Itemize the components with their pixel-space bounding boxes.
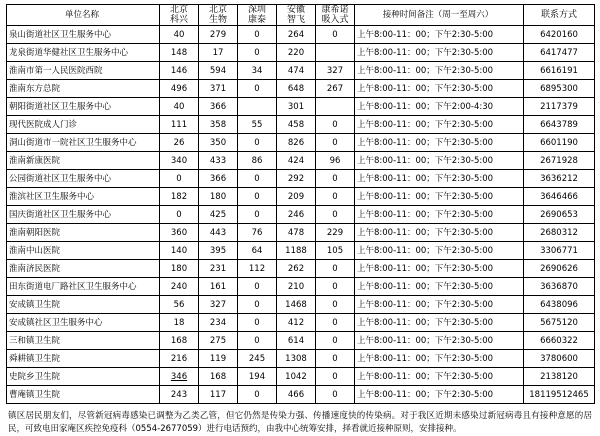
cell-contact: 6616191 bbox=[524, 62, 595, 80]
cell-schedule-remark: 上午8:00-11：00；下午2:30-5:00 bbox=[355, 116, 524, 134]
cell-anhui-zhifei: 466 bbox=[277, 386, 316, 404]
cell-beijing-biological: 350 bbox=[199, 134, 238, 152]
cell-anhui-zhifei: 209 bbox=[277, 188, 316, 206]
cell-anhui-zhifei: 220 bbox=[277, 44, 316, 62]
cell-contact: 6660322 bbox=[524, 332, 595, 350]
cell-cansino-inhaled: 105 bbox=[316, 242, 355, 260]
table-row bbox=[7, 152, 595, 170]
cell-shenzhen-kangtai: 0 bbox=[238, 44, 277, 62]
cell-shenzhen-kangtai: 0 bbox=[238, 278, 277, 296]
table-row bbox=[7, 242, 595, 260]
cell-contact: 3780600 bbox=[524, 350, 595, 368]
cell-beijing-kexing: 168 bbox=[160, 332, 199, 350]
header-text-line2: 科兴 bbox=[169, 15, 188, 25]
cell-shenzhen-kangtai: 64 bbox=[238, 242, 277, 260]
cell-schedule-remark: 上午8:00-11：00；下午2:30-5:00 bbox=[355, 296, 524, 314]
cell-contact: 2138120 bbox=[524, 368, 595, 386]
cell-schedule-remark: 上午8:00-11：00；下午2:30-5:00 bbox=[355, 152, 524, 170]
cell-beijing-biological: 327 bbox=[199, 296, 238, 314]
table-row bbox=[7, 260, 595, 278]
cell-contact: 3636212 bbox=[524, 170, 595, 188]
header-text: 联系方式 bbox=[540, 10, 577, 20]
cell-schedule-remark: 上午8:00-11：00；下午2:30-5:00 bbox=[355, 368, 524, 386]
cell-schedule-remark: 上午8:00-11：00；下午2:30-5:00 bbox=[355, 314, 524, 332]
column-header-beijing-biological bbox=[199, 5, 238, 26]
cell-cansino-inhaled: 0 bbox=[316, 260, 355, 278]
cell-beijing-kexing: 243 bbox=[160, 386, 199, 404]
cell-unit-name: 三和镇卫生院 bbox=[7, 332, 160, 350]
cell-unit-name: 史院乡卫生院 bbox=[7, 368, 160, 386]
cell-anhui-zhifei: 614 bbox=[277, 332, 316, 350]
table-row bbox=[7, 188, 595, 206]
cell-unit-name: 淮南东方总院 bbox=[7, 80, 160, 98]
header-text-line1: 北京 bbox=[169, 5, 188, 15]
cell-beijing-kexing: 180 bbox=[160, 260, 199, 278]
header-text-line2: 吸入式 bbox=[321, 15, 349, 25]
cell-shenzhen-kangtai: 194 bbox=[238, 368, 277, 386]
cell-shenzhen-kangtai: 0 bbox=[238, 188, 277, 206]
cell-anhui-zhifei: 826 bbox=[277, 134, 316, 152]
cell-shenzhen-kangtai: 55 bbox=[238, 116, 277, 134]
table-row bbox=[7, 134, 595, 152]
cell-anhui-zhifei: 474 bbox=[277, 62, 316, 80]
cell-unit-name: 现代医院成人门诊 bbox=[7, 116, 160, 134]
cell-anhui-zhifei: 301 bbox=[277, 98, 316, 116]
cell-contact: 5675120 bbox=[524, 314, 595, 332]
cell-shenzhen-kangtai: 86 bbox=[238, 152, 277, 170]
cell-shenzhen-kangtai: 0 bbox=[238, 332, 277, 350]
cell-schedule-remark: 上午8:00-11：00；下午2:30-5:00 bbox=[355, 386, 524, 404]
cell-unit-name: 淮南市第一人民医院西院 bbox=[7, 62, 160, 80]
column-header-beijing-kexing bbox=[160, 5, 199, 26]
table-row bbox=[7, 80, 595, 98]
cell-beijing-biological: 161 bbox=[199, 278, 238, 296]
header-text: 单位名称 bbox=[64, 10, 99, 20]
cell-beijing-kexing: 111 bbox=[160, 116, 199, 134]
cell-unit-name: 朝阳街道社区卫生服务中心 bbox=[7, 98, 160, 116]
cell-schedule-remark: 上午8:00-11：00；下午2:30-5:00 bbox=[355, 224, 524, 242]
cell-cansino-inhaled bbox=[316, 98, 355, 116]
table-row bbox=[7, 206, 595, 224]
cell-contact: 6417477 bbox=[524, 44, 595, 62]
cell-cansino-inhaled: 0 bbox=[316, 314, 355, 332]
cell-cansino-inhaled: 327 bbox=[316, 62, 355, 80]
cell-schedule-remark: 上午8:00-11：00；下午2:30-5:00 bbox=[355, 134, 524, 152]
cell-cansino-inhaled: 0 bbox=[316, 170, 355, 188]
cell-shenzhen-kangtai: 0 bbox=[238, 170, 277, 188]
cell-anhui-zhifei: 1188 bbox=[277, 242, 316, 260]
cell-anhui-zhifei: 478 bbox=[277, 224, 316, 242]
cell-beijing-kexing: 496 bbox=[160, 80, 199, 98]
cell-contact: 3646466 bbox=[524, 188, 595, 206]
cell-schedule-remark: 上午8:00-11：00；下午2:30-5:00 bbox=[355, 260, 524, 278]
cell-schedule-remark: 上午8:00-11：00；下午2:00-4:30 bbox=[355, 98, 524, 116]
cell-beijing-biological: 433 bbox=[199, 152, 238, 170]
cell-unit-name: 安成镇社区卫生服务中心 bbox=[7, 314, 160, 332]
cell-shenzhen-kangtai: 76 bbox=[238, 224, 277, 242]
cell-beijing-biological: 366 bbox=[199, 98, 238, 116]
cell-cansino-inhaled: 0 bbox=[316, 134, 355, 152]
cell-cansino-inhaled: 0 bbox=[316, 26, 355, 44]
cell-anhui-zhifei: 1308 bbox=[277, 350, 316, 368]
cell-anhui-zhifei: 648 bbox=[277, 80, 316, 98]
cell-contact: 18119512465 bbox=[524, 386, 595, 404]
cell-shenzhen-kangtai: 0 bbox=[238, 314, 277, 332]
cell-unit-name: 淮南中山医院 bbox=[7, 242, 160, 260]
cell-beijing-biological: 443 bbox=[199, 224, 238, 242]
table-row bbox=[7, 224, 595, 242]
cell-contact: 2680312 bbox=[524, 224, 595, 242]
cell-beijing-kexing: 182 bbox=[160, 188, 199, 206]
cell-beijing-kexing: 360 bbox=[160, 224, 199, 242]
cell-cansino-inhaled: 267 bbox=[316, 80, 355, 98]
table-row bbox=[7, 44, 595, 62]
cell-beijing-biological: 395 bbox=[199, 242, 238, 260]
cell-shenzhen-kangtai: 34 bbox=[238, 62, 277, 80]
column-header-contact bbox=[524, 5, 595, 26]
column-header-shenzhen-kangtai bbox=[238, 5, 277, 26]
cell-contact: 6601190 bbox=[524, 134, 595, 152]
cell-unit-name: 龙泉街道华健社区卫生服务中心 bbox=[7, 44, 160, 62]
cell-cansino-inhaled: 0 bbox=[316, 116, 355, 134]
cell-beijing-kexing: 26 bbox=[160, 134, 199, 152]
cell-unit-name: 舜耕镇卫生院 bbox=[7, 350, 160, 368]
cell-beijing-biological: 180 bbox=[199, 188, 238, 206]
cell-beijing-biological: 119 bbox=[199, 350, 238, 368]
cell-beijing-biological: 168 bbox=[199, 368, 238, 386]
cell-anhui-zhifei: 1468 bbox=[277, 296, 316, 314]
cell-beijing-kexing: 346 bbox=[160, 368, 199, 386]
cell-beijing-kexing: 56 bbox=[160, 296, 199, 314]
cell-shenzhen-kangtai: 0 bbox=[238, 386, 277, 404]
cell-anhui-zhifei: 246 bbox=[277, 206, 316, 224]
column-header-cansino-inhaled bbox=[316, 5, 355, 26]
cell-contact: 2671928 bbox=[524, 152, 595, 170]
cell-shenzhen-kangtai: 0 bbox=[238, 206, 277, 224]
cell-beijing-biological: 366 bbox=[199, 170, 238, 188]
header-text-line1: 康希诺 bbox=[321, 5, 349, 15]
cell-beijing-kexing: 216 bbox=[160, 350, 199, 368]
cell-shenzhen-kangtai: 0 bbox=[238, 80, 277, 98]
cell-shenzhen-kangtai bbox=[238, 98, 277, 116]
cell-unit-name: 安成镇卫生院 bbox=[7, 296, 160, 314]
column-header-anhui-zhifei bbox=[277, 5, 316, 26]
cell-shenzhen-kangtai: 0 bbox=[238, 26, 277, 44]
cell-contact: 3306771 bbox=[524, 242, 595, 260]
cell-schedule-remark: 上午8:00-11：00；下午2:30-5:00 bbox=[355, 242, 524, 260]
cell-anhui-zhifei: 262 bbox=[277, 260, 316, 278]
cell-cansino-inhaled: 0 bbox=[316, 350, 355, 368]
cell-beijing-biological: 594 bbox=[199, 62, 238, 80]
cell-unit-name: 田东街道电厂路社区卫生服务中心 bbox=[7, 278, 160, 296]
header-text-line1: 安徽 bbox=[286, 5, 305, 15]
cell-cansino-inhaled bbox=[316, 44, 355, 62]
table-row bbox=[7, 98, 595, 116]
cell-beijing-kexing: 146 bbox=[160, 62, 199, 80]
cell-beijing-biological: 279 bbox=[199, 26, 238, 44]
cell-beijing-biological: 358 bbox=[199, 116, 238, 134]
cell-beijing-biological: 231 bbox=[199, 260, 238, 278]
cell-unit-name: 淮南济民医院 bbox=[7, 260, 160, 278]
table-body bbox=[7, 26, 595, 404]
cell-contact: 3636870 bbox=[524, 278, 595, 296]
cell-anhui-zhifei: 292 bbox=[277, 170, 316, 188]
cell-unit-name: 国庆街道社区卫生服务中心 bbox=[7, 206, 160, 224]
cell-schedule-remark: 上午8:00-11：00；下午2:30-5:00 bbox=[355, 62, 524, 80]
cell-contact: 2117379 bbox=[524, 98, 595, 116]
cell-beijing-kexing: 140 bbox=[160, 242, 199, 260]
cell-unit-name: 淮南新康医院 bbox=[7, 152, 160, 170]
cell-anhui-zhifei: 424 bbox=[277, 152, 316, 170]
column-header-schedule-remark bbox=[355, 5, 524, 26]
table-row bbox=[7, 116, 595, 134]
cell-schedule-remark: 上午8:00-11：00；下午2:30-5:00 bbox=[355, 44, 524, 62]
cell-cansino-inhaled: 96 bbox=[316, 152, 355, 170]
table-row bbox=[7, 62, 595, 80]
cell-unit-name: 曹庵镇卫生院 bbox=[7, 386, 160, 404]
cell-beijing-kexing: 18 bbox=[160, 314, 199, 332]
cell-schedule-remark: 上午8:00-11：00；下午2:30-5:00 bbox=[355, 350, 524, 368]
header-text-line1: 深圳 bbox=[247, 5, 266, 15]
cell-beijing-kexing: 340 bbox=[160, 152, 199, 170]
cell-cansino-inhaled: 0 bbox=[316, 332, 355, 350]
table-row bbox=[7, 386, 595, 404]
cell-schedule-remark: 上午8:00-11：00；下午2:30-5:00 bbox=[355, 26, 524, 44]
cell-cansino-inhaled: 0 bbox=[316, 386, 355, 404]
cell-beijing-biological: 234 bbox=[199, 314, 238, 332]
cell-beijing-biological: 117 bbox=[199, 386, 238, 404]
cell-anhui-zhifei: 412 bbox=[277, 314, 316, 332]
cell-anhui-zhifei: 264 bbox=[277, 26, 316, 44]
table-row bbox=[7, 368, 595, 386]
cell-unit-name: 公园街道社区卫生服务中心 bbox=[7, 170, 160, 188]
cell-schedule-remark: 上午8:00-11：00；下午2:30-5:00 bbox=[355, 188, 524, 206]
header-text-line2: 康泰 bbox=[247, 15, 266, 25]
cell-cansino-inhaled: 0 bbox=[316, 368, 355, 386]
cell-beijing-kexing: 148 bbox=[160, 44, 199, 62]
cell-contact: 2690653 bbox=[524, 206, 595, 224]
header-text-line2: 智飞 bbox=[286, 15, 305, 25]
cell-anhui-zhifei: 458 bbox=[277, 116, 316, 134]
cell-cansino-inhaled: 229 bbox=[316, 224, 355, 242]
table-row bbox=[7, 278, 595, 296]
cell-beijing-biological: 371 bbox=[199, 80, 238, 98]
cell-schedule-remark: 上午8:00-11：00；下午2:30-5:00 bbox=[355, 170, 524, 188]
cell-cansino-inhaled: 0 bbox=[316, 296, 355, 314]
cell-unit-name: 洞山街道市一院社区卫生服务中心 bbox=[7, 134, 160, 152]
cell-cansino-inhaled: 0 bbox=[316, 206, 355, 224]
footer-notice: 镇区居民朋友们，尽管新冠病毒感染已调整为乙类乙管，但它仍然是传染力强、传播速度快的传染病。对于我区近期未感染过新冠病毒且有接种意愿的居民，可致电田家庵区疾控免疫科（0554-2677059）进行电话预约，由我中心统筹安排，择看就近接种原则，安排接种。 bbox=[8, 411, 592, 434]
header-text: 接种时间备注（周一至周六） bbox=[382, 10, 494, 20]
table-header-row bbox=[7, 5, 595, 26]
table-row bbox=[7, 170, 595, 188]
cell-beijing-kexing: 40 bbox=[160, 26, 199, 44]
cell-schedule-remark: 上午8:00-11：00；下午2:30-5:00 bbox=[355, 80, 524, 98]
cell-schedule-remark: 上午8:00-11：00；下午2:30-5:00 bbox=[355, 206, 524, 224]
header-text-line2: 生物 bbox=[208, 15, 227, 25]
cell-anhui-zhifei: 210 bbox=[277, 278, 316, 296]
cell-beijing-biological: 17 bbox=[199, 44, 238, 62]
cell-cansino-inhaled: 0 bbox=[316, 278, 355, 296]
cell-contact: 6438096 bbox=[524, 296, 595, 314]
column-header-unit-name bbox=[7, 5, 160, 26]
table-row bbox=[7, 26, 595, 44]
cell-unit-name: 泉山街道社区卫生服务中心 bbox=[7, 26, 160, 44]
cell-contact: 6895300 bbox=[524, 80, 595, 98]
vaccination-table bbox=[6, 4, 595, 404]
table-row bbox=[7, 350, 595, 368]
cell-contact: 2690626 bbox=[524, 260, 595, 278]
cell-beijing-kexing: 40 bbox=[160, 98, 199, 116]
table-header bbox=[7, 5, 595, 26]
cell-schedule-remark: 上午8:00-11：00；下午2:30-5:00 bbox=[355, 332, 524, 350]
cell-schedule-remark: 上午8:00-11：00；下午2:30-5:00 bbox=[355, 278, 524, 296]
cell-shenzhen-kangtai: 0 bbox=[238, 296, 277, 314]
cell-unit-name: 淮滨社区卫生服务中心 bbox=[7, 188, 160, 206]
cell-cansino-inhaled: 0 bbox=[316, 188, 355, 206]
cell-shenzhen-kangtai: 0 bbox=[238, 134, 277, 152]
cell-beijing-kexing: 240 bbox=[160, 278, 199, 296]
header-text-line1: 北京 bbox=[208, 5, 227, 15]
table-row bbox=[7, 314, 595, 332]
cell-beijing-kexing: 0 bbox=[160, 206, 199, 224]
cell-unit-name: 淮南朝阳医院 bbox=[7, 224, 160, 242]
cell-anhui-zhifei: 1042 bbox=[277, 368, 316, 386]
cell-contact: 6643789 bbox=[524, 116, 595, 134]
cell-shenzhen-kangtai: 112 bbox=[238, 260, 277, 278]
cell-beijing-biological: 275 bbox=[199, 332, 238, 350]
table-row bbox=[7, 332, 595, 350]
cell-beijing-kexing: 0 bbox=[160, 170, 199, 188]
cell-shenzhen-kangtai: 245 bbox=[238, 350, 277, 368]
cell-beijing-biological: 425 bbox=[199, 206, 238, 224]
table-row bbox=[7, 296, 595, 314]
cell-contact: 6420160 bbox=[524, 26, 595, 44]
